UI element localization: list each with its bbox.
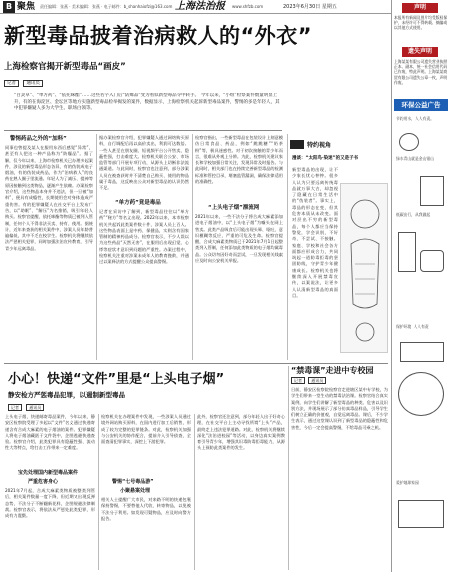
masthead: [0, 0, 450, 14]
feature-kicker: 特约视角: [307, 142, 332, 149]
lower-right-column: 日前，静安区检察院检察官走进辖区某中专学校，为学生们带来一堂生动的禁毒法治课。检察官结合真实案例，向学生们讲解了新型毒品的种类、危害以及识别方法，并现场展示了部分仿真毒品样品，引导学生们树立正确的价值观，自觉远离毒品。课后，不少学生表示，通过这堂课认识到了新型毒品的隐蔽性和危害性，今后一定会提高警惕，不给毒品可乘之机。: [291, 387, 388, 430]
doodle-bottle: [398, 232, 416, 272]
doodle-bag: [420, 250, 444, 272]
byline-correspondent: 通讯员: [308, 377, 326, 384]
handwritten-slogan: 低碳出行，从我做起: [396, 212, 431, 217]
handwritten-slogan: 爱护地球家园: [396, 480, 419, 485]
lower-column-3: 此外，检察官还注意到，部分年轻人出于好奇心理，在社交平台上主动寻找所谓“上头”产品，最终走上违法犯罪道路。对此，检察机关将继续深化“法治进校园”等活动，以身边真实案例教育引导青少年，增强其识毒防毒拒毒能力，从源头上预防此类案件的发生。: [197, 414, 285, 451]
feature-illustration: [340, 183, 388, 353]
column-divider: [287, 134, 288, 360]
section-heading: 警惕“七号毒品游”: [112, 479, 154, 485]
column-divider: [288, 366, 289, 570]
doodle-bins: [400, 342, 444, 362]
lost-notice-title: 遗失声明: [402, 47, 438, 57]
column-divider: [98, 414, 99, 570]
notice-title: 声明: [402, 3, 438, 13]
byline-reporter: 记者: [291, 377, 305, 384]
feature-header: [290, 138, 390, 152]
article-column-3b: 2021年以来，一些不法分子将合成大麻素添加进电子烟油中，以“上头电子烟”为噱头在网上售卖。此类产品吸食后可能出现头晕、呕吐、意识模糊等反应，严重的可危及生命。检察官提醒，合成大麻素类物质已于2021年7月1日起整类列入管制，任何添加此类物质的电子烟均属毒品。公众切勿因好奇而尝试，一旦发现相关线索应及时向公安机关举报。: [195, 214, 283, 264]
handwritten-slogan: 保护环境 人人有责: [396, 324, 429, 329]
article-column-1: 同事也曾提及某人在服用东西后感觉“异常”，甚至有人把这一种产品称为“防爆品”。据了解，仅今年以来，上海市检察机关已办理多起案件，涉及的新型毒品形态各异，有的伪装成电子烟油，有的伪装成药品，作为“治病救人”的良药在熟人圈子里流通。年轻人为了减压、提神等原因接触到这类物品，逐渐产生依赖。办案检察官介绍，这些物品本身并不违法，但一旦被“加料”，便具有成瘾性，长期使用会对身体造成严重伤害。有的犯罪嫌疑人在社交平台上发布广告，以“助眠”、“解压”为名推销，吸引年轻人购买。检察官提醒，依托咪酯等物质已被列入管制，任何个人不得非法买卖、持有、使用。据统计，近年来查获的相关案件中，涉案人员年龄普遍偏低，其中不乏在校学生。检察机关将继续依法严惩相关犯罪，同时加强法治宣传教育，引导青少年远离毒品。: [5, 145, 93, 251]
article-column-2b: 记者在采访中了解到，新型毒品往往以“单方药”“秘方”等名义出现。2022年以来，本市检察机关共起诉此类案件数十件，涉案人员上百人。这些物品表面上是中药、保健品，实则含有国家管制的精神药品成分。检察官表示，不少人误以为这些药品“天然无害”，在服用后出现幻觉、心悸等症状才意识到问题的严重性。办案过程中，检察机关注重对涉案未成年人的教育挽救，并通过以案释法的方式提醒公众提高警惕。: [99, 209, 189, 265]
lower-right-headline: “禁毒课”走进中专校园: [291, 366, 374, 375]
byline-reporter: 记者: [4, 80, 19, 87]
lost-notice-text: 上海某某有限公司遗失营业执照正本、副本，统一社会信用代码已作废，特此声明。上海某某商贸有限公司遗失公章一枚，声明作废。: [394, 59, 448, 85]
newspaper-url: www.shfzb.com: [232, 4, 264, 9]
lower-column-2: 检察机关在办理案件中发现，一些涉案人员通过境外网站购买原料，在国内进行加工后销售，形成了较为完整的犯罪链条。对此，检察机关加强与公安机关的协作配合，提前介入引导侦查，全面查清犯罪事实，深挖上下游犯罪。: [101, 414, 191, 445]
notice-text: 本报所有新闻及图片均受版权保护，未经许可不得转载、摘编或以其他方式使用。: [394, 15, 448, 31]
divider: [4, 363, 388, 364]
main-subhead: 上海检察官揭开新型毒品“画皮”: [4, 62, 126, 72]
doodle-tree: [420, 176, 444, 206]
lower-column-1: 上头电子烟，快递邮寄毒品案件，今年以来，静安区检察院受理了多起以“文件”名义通过快递寄递含有合成大麻素的电子烟油的案件。犯罪嫌疑人将电子烟油藏匿于文件袋中，企图逃避快递查验。检察官介绍，此类犯罪具有隐蔽性强、流动性大等特点，给打击工作带来一定难度。: [5, 414, 95, 451]
column-divider: [96, 134, 97, 360]
env-ad-title: 环保公益广告: [394, 99, 448, 111]
section-name: 聚焦: [17, 2, 36, 12]
main-headline: 新型毒品披着治病救人的“外衣”: [4, 24, 313, 48]
lower-subhead: 静安检方严惩毒品犯罪，以遏制新型毒品: [8, 391, 125, 399]
doodle-boxes: [398, 500, 444, 528]
newspaper-name: 上海法治报: [175, 1, 225, 12]
lower-right-byline: [291, 378, 328, 384]
column-divider: [194, 414, 195, 570]
byline-reporter: 记者: [8, 404, 22, 411]
feature-kicker-mark: [290, 140, 304, 149]
page-logo: B: [3, 1, 15, 13]
section-heading: “单方药”竟是毒品: [115, 200, 161, 206]
feature-title: 漫谈：“太阳鸟·染迷”的又是子书: [292, 156, 359, 161]
handwritten-slogan: 节约用水，人人有责。: [396, 116, 434, 121]
section-heading: 小聚悬案处理: [120, 488, 151, 494]
lead-paragraph: “百灵草”、“单方药”、“依托咪酯”……这些名字入门后“防爆品”变为看似新型毒品寺中转手。 今年以来，“小组”检察案件数量明显上升，有的在海淀区、金坛区等地方实施新型毒品检举揭发的案件，数据显示，上海检察机关起诉新型毒品案件，警惕的多是年轻人，其中犯罪嫌疑人多为大学生、职场白领等。: [14, 93, 280, 111]
lower-byline: [8, 405, 47, 411]
feature-body: 新型毒品的出现，让不少家长忧心忡忡。很多人认为只要远离传统毒品就万事大吉，却忽视了隐藏在日常生活中的“伪装者”。事实上，毒品的形态在变，但其危害本质从未改变。面对层出不穷的新型毒品，每个人都应当保持警觉，学会识别，不好奇、不尝试、不接触。家庭、学校和社会各方面都应形成合力，共同筑起一道防毒拒毒的坚固防线，守护青少年健康成长。检察机关也将继续深入开展禁毒宣传，以案说法，让更多人认清新型毒品的真面目。: [292, 167, 338, 298]
lower-column-1b: 2021年7月起，合成大麻素类物质被整类列管后，相关案件数量一度下降，但近期又出现反弹态势，不法分子不断翻新花样，企图规避法律制裁。检察官表示，将依法从严惩处此类犯罪，形成有力震慑。: [5, 488, 95, 519]
section-heading: “上头电子烟”漂流网: [208, 205, 260, 211]
divider: [4, 130, 282, 131]
article-column-3: 检察官指出，一些新型毒品在包装设计上刻意模仿日常食品、药品，例如“跳跳糖”“奶茶粉”等，极具迷惑性。对于初次接触的青少年而言，很难从外观上分辨。为此，检察机关建议家长和学校加强日常关注，发现异常及时报告。与此同时，相关部门也在持续完善新型毒品的检测标准和管控目录，堵塞监管漏洞，确保法律适用的准确性。: [195, 135, 283, 185]
doodle-drop: [399, 133, 419, 151]
doodle-globe: [398, 372, 444, 416]
article-column-2: 据办案检察官介绍，犯罪嫌疑人通过网络购买原料，自行调配后再以高价卖出，利润可达数倍。一些人甚至在朋友圈、短视频平台公开售卖，隐蔽性强，打击难度大。检察机关联合公安、市场监管等部门开展专项行动，从源头上切断非法流通渠道。与此同时，检察官也注意到，部分涉案人员在被查获时并不清楚自己购买、使用的物品属于毒品，这反映出公众对新型毒品的认识仍然不足。: [99, 135, 189, 191]
lower-headline: 小心！快递“文件”里是“上头电子烟”: [8, 372, 225, 387]
handwritten-slogan: 绿水青山就是金山银山: [396, 156, 434, 161]
issue-date: 2023年6月30日 星期五: [283, 4, 337, 10]
editor-line: 责任编辑：张燕 · 美术编辑：张燕 · 电子邮件：b_shanhaiofzi@163.com: [40, 4, 173, 9]
main-byline: [4, 80, 274, 87]
byline-correspondent: 通讯员: [26, 404, 44, 411]
section-heading: 警惕药品之外的“加料”: [10, 136, 67, 142]
lower-column-2b: 相关人士提醒广大市民，对来路不明的快递包裹保持警惕，不要替他人代收、转寄物品，以免被不法分子利用。如发现可疑物品，应及时向警方报告。: [101, 497, 191, 521]
column-divider: [192, 134, 193, 360]
section-heading: 宝先处理国内新型毒品案件: [18, 470, 79, 476]
section-heading: 严重危害身心: [28, 479, 59, 485]
byline-correspondent: 通讯员: [23, 80, 43, 87]
